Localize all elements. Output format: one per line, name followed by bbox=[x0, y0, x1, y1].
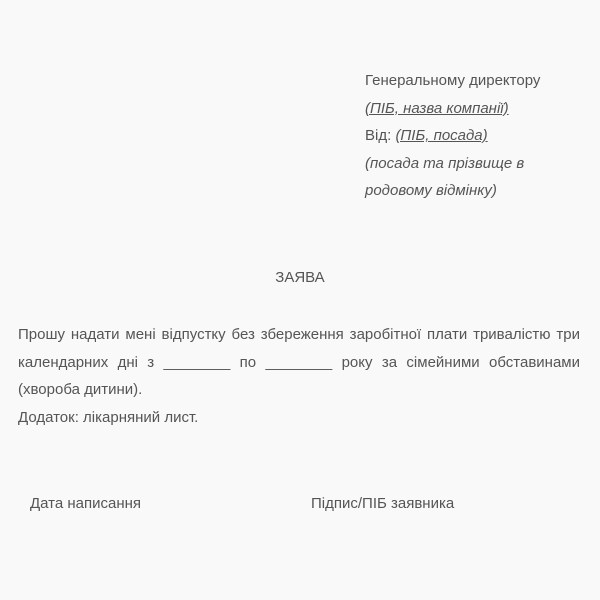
document-title: ЗАЯВА bbox=[275, 269, 325, 286]
addressee-block bbox=[365, 67, 540, 205]
sender-hint-line1: (посада та прізвище в bbox=[365, 154, 525, 172]
attachment-line: Додаток: лікарняний лист. bbox=[18, 408, 199, 426]
request-paragraph: Прошу надати мені відпустку без збереження заробітної плати тривалістю три календарних дні з ________ по ________ року за сімейними обставинами (хвороба дитини). bbox=[18, 326, 580, 398]
document-body bbox=[18, 321, 580, 431]
date-label: Дата написання bbox=[30, 495, 142, 512]
addressee-position: Генеральному директору bbox=[365, 72, 541, 89]
signature-label: Підпис/ПІБ заявника bbox=[311, 495, 455, 512]
sender-label: Від: bbox=[365, 127, 396, 144]
sender-hint-line2: родовому відмінку) bbox=[365, 182, 497, 199]
signature-row bbox=[0, 495, 600, 519]
sender-line bbox=[365, 122, 540, 150]
sender-placeholder: (ПІБ, посада) bbox=[395, 127, 488, 144]
addressee-company-placeholder: (ПІБ, назва компанії) bbox=[365, 99, 509, 117]
